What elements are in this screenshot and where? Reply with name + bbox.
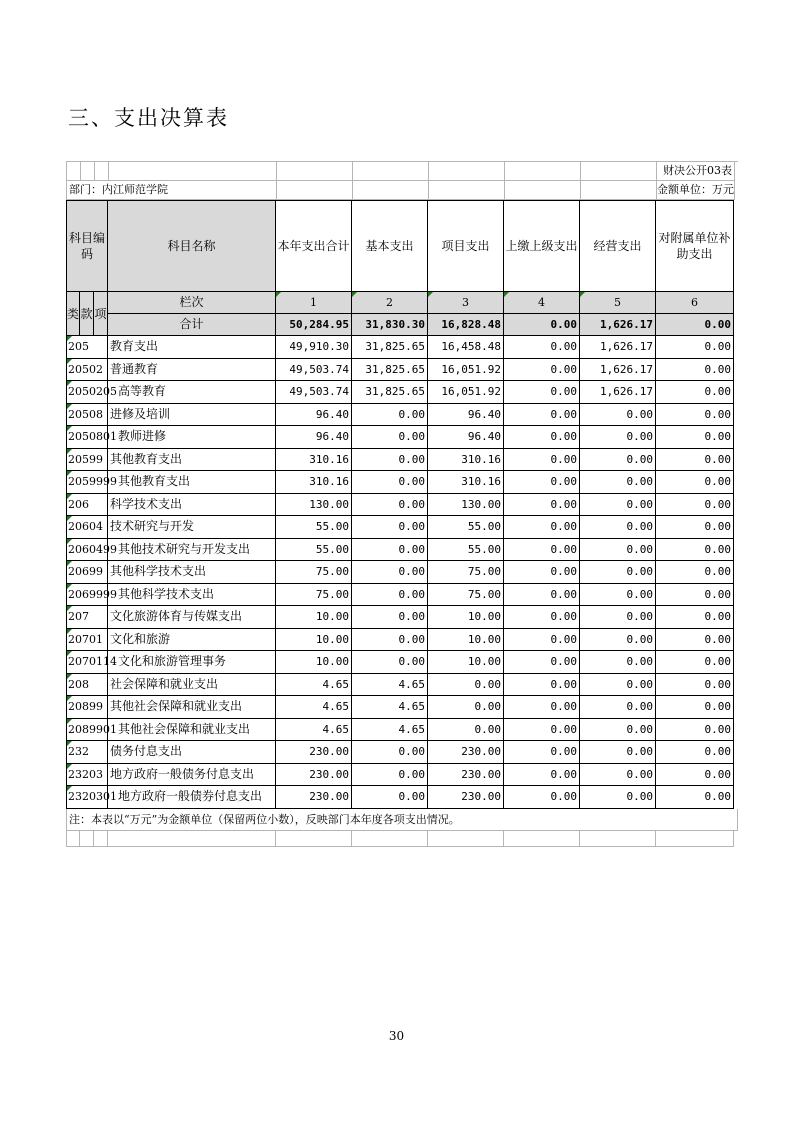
blank-cell [353,181,429,200]
amount-cell: 310.16 [276,471,352,494]
table-note: 注：本表以“万元”为金额单位（保留两位小数），反映部门本年度各项支出情况。 [66,809,738,831]
column-index: 6 [656,292,734,314]
amount-cell: 10.00 [276,629,352,652]
amount-cell: 0.00 [656,449,734,472]
subject-name: 教育支出 [108,336,276,359]
subject-code: 232 [66,741,108,764]
amount-cell: 0.00 [580,449,656,472]
amount-cell: 0.00 [352,404,428,427]
amount-cell: 0.00 [352,561,428,584]
table-row [66,516,738,539]
form-number: 财决公开03表 [657,162,735,181]
amount-cell: 31,825.65 [352,381,428,404]
subject-code: 2089901 [66,719,108,742]
amount-cell: 130.00 [276,494,352,517]
subject-name: 普通教育 [108,359,276,382]
amount-cell: 0.00 [656,336,734,359]
amount-cell: 0.00 [352,471,428,494]
header-name: 科目名称 [108,200,276,292]
total-value: 50,284.95 [276,314,352,336]
amount-cell: 0.00 [656,741,734,764]
amount-cell: 0.00 [352,606,428,629]
subject-code: 20699 [66,561,108,584]
amount-cell: 0.00 [352,494,428,517]
amount-cell: 10.00 [276,651,352,674]
subject-code: 207 [66,606,108,629]
blank-cell [277,181,353,200]
amount-cell: 0.00 [656,674,734,697]
amount-cell: 0.00 [580,764,656,787]
total-value: 16,828.48 [428,314,504,336]
amount-cell: 0.00 [580,629,656,652]
amount-cell: 230.00 [428,786,504,809]
amount-cell: 130.00 [428,494,504,517]
amount-cell: 0.00 [352,786,428,809]
blank-cell [352,831,428,847]
subject-code: 2070114 [66,651,108,674]
subject-name: 文化和旅游管理事务 [108,651,276,674]
amount-cell: 0.00 [580,696,656,719]
blank-cell [67,162,81,181]
amount-cell: 0.00 [656,651,734,674]
table-row [66,651,738,674]
subject-name: 文化旅游体育与传媒支出 [108,606,276,629]
table-row [66,674,738,697]
amount-cell: 96.40 [428,404,504,427]
amount-cell: 49,503.74 [276,359,352,382]
subject-code: 208 [66,674,108,697]
amount-cell: 0.00 [428,696,504,719]
blank-cell [277,162,353,181]
amount-cell: 0.00 [580,674,656,697]
amount-cell: 10.00 [428,629,504,652]
amount-cell: 0.00 [352,449,428,472]
amount-cell: 0.00 [504,494,580,517]
unit-label: 金额单位：万元 [657,181,735,200]
blank-cell [429,162,505,181]
total-value: 1,626.17 [580,314,656,336]
subject-name: 进修及培训 [108,404,276,427]
blank-cell [109,162,277,181]
subject-name: 其他社会保障和就业支出 [108,719,276,742]
index-rows [108,292,738,336]
subject-name: 债务付息支出 [108,741,276,764]
blank-cell [81,162,95,181]
blank-cell [581,162,657,181]
amount-cell: 16,458.48 [428,336,504,359]
index-row-group [66,292,738,336]
subject-name: 技术研究与开发 [108,516,276,539]
amount-cell: 75.00 [428,584,504,607]
amount-cell: 0.00 [580,741,656,764]
subject-name: 其他教育支出 [108,471,276,494]
lanci-row [108,292,738,314]
amount-cell: 10.00 [428,651,504,674]
subject-code: 205 [66,336,108,359]
header-project-expenditure: 项目支出 [428,200,504,292]
amount-cell: 0.00 [504,561,580,584]
header-basic-expenditure: 基本支出 [352,200,428,292]
total-value: 0.00 [656,314,734,336]
subject-code: 20599 [66,449,108,472]
table-row [66,719,738,742]
amount-cell: 230.00 [428,764,504,787]
blank-cell [80,831,94,847]
amount-cell: 1,626.17 [580,359,656,382]
table-row [66,471,738,494]
subject-code: 2050205 [66,381,108,404]
subject-code: 20701 [66,629,108,652]
amount-cell: 55.00 [276,516,352,539]
blank-cell [428,831,504,847]
subject-code: 20508 [66,404,108,427]
page-number: 30 [388,1029,405,1043]
amount-cell: 230.00 [276,764,352,787]
amount-cell: 16,051.92 [428,359,504,382]
subject-code: 20502 [66,359,108,382]
blank-cell [429,181,505,200]
blank-cell [581,181,657,200]
lei-kuan-xiang [66,292,108,336]
subject-name: 地方政府一般债券付息支出 [108,786,276,809]
form-number-row [66,161,738,181]
amount-cell: 0.00 [352,539,428,562]
table-row [66,696,738,719]
column-index: 5 [580,292,656,314]
amount-cell: 0.00 [504,381,580,404]
table-row [66,449,738,472]
subject-name: 高等教育 [108,381,276,404]
column-index: 1 [276,292,352,314]
amount-cell: 310.16 [276,449,352,472]
table-row [66,426,738,449]
amount-cell: 0.00 [580,404,656,427]
amount-cell: 0.00 [352,629,428,652]
subject-code: 23203 [66,764,108,787]
amount-cell: 49,910.30 [276,336,352,359]
amount-cell: 55.00 [276,539,352,562]
amount-cell: 75.00 [276,584,352,607]
blank-cell [95,162,109,181]
amount-cell: 55.00 [428,516,504,539]
amount-cell: 0.00 [504,359,580,382]
amount-cell: 0.00 [580,584,656,607]
amount-cell: 0.00 [580,539,656,562]
amount-cell: 10.00 [276,606,352,629]
column-index: 2 [352,292,428,314]
amount-cell: 0.00 [656,696,734,719]
amount-cell: 0.00 [656,584,734,607]
amount-cell: 0.00 [580,471,656,494]
amount-cell: 55.00 [428,539,504,562]
subject-code: 2059999 [66,471,108,494]
total-label: 合计 [108,314,276,336]
amount-cell: 230.00 [276,786,352,809]
table-row [66,494,738,517]
lanci-label: 栏次 [108,292,276,314]
table-row [66,741,738,764]
amount-cell: 10.00 [428,606,504,629]
amount-cell: 0.00 [580,426,656,449]
subject-name: 文化和旅游 [108,629,276,652]
amount-cell: 96.40 [428,426,504,449]
blank-cell [504,831,580,847]
total-row [108,314,738,336]
amount-cell: 0.00 [504,449,580,472]
amount-cell: 0.00 [580,561,656,584]
amount-cell: 0.00 [504,651,580,674]
table-row [66,606,738,629]
amount-cell: 4.65 [276,674,352,697]
amount-cell: 0.00 [504,471,580,494]
amount-cell: 0.00 [656,629,734,652]
blank-cell [94,831,108,847]
amount-cell: 0.00 [656,606,734,629]
amount-cell: 0.00 [580,786,656,809]
amount-cell: 0.00 [504,719,580,742]
table-row [66,764,738,787]
subject-name: 社会保障和就业支出 [108,674,276,697]
amount-cell: 4.65 [352,696,428,719]
amount-cell: 0.00 [504,584,580,607]
subject-name: 其他科学技术支出 [108,584,276,607]
amount-cell: 49,503.74 [276,381,352,404]
amount-cell: 0.00 [656,539,734,562]
table-row [66,561,738,584]
amount-cell: 0.00 [504,336,580,359]
amount-cell: 1,626.17 [580,381,656,404]
expenditure-table [66,161,738,847]
note-row [66,809,738,831]
amount-cell: 0.00 [656,404,734,427]
blank-cell [276,831,352,847]
header-subsidy-affiliated: 对附属单位补助支出 [656,200,734,292]
table-row [66,381,738,404]
blank-cell [353,162,429,181]
subject-code: 2069999 [66,584,108,607]
subject-name: 科学技术支出 [108,494,276,517]
amount-cell: 31,825.65 [352,336,428,359]
subject-name: 其他教育支出 [108,449,276,472]
blank-cell [66,831,80,847]
blank-cell [656,831,734,847]
amount-cell: 0.00 [504,606,580,629]
amount-cell: 0.00 [656,359,734,382]
column-index: 4 [504,292,580,314]
table-row [66,786,738,809]
amount-cell: 4.65 [276,719,352,742]
amount-cell: 1,626.17 [580,336,656,359]
amount-cell: 0.00 [656,786,734,809]
amount-cell: 96.40 [276,426,352,449]
amount-cell: 0.00 [656,764,734,787]
header-code: 科目编码 [66,200,108,292]
header-remit-to-superior: 上缴上级支出 [504,200,580,292]
amount-cell: 230.00 [428,741,504,764]
amount-cell: 96.40 [276,404,352,427]
subject-name: 其他技术研究与开发支出 [108,539,276,562]
subject-code: 2320301 [66,786,108,809]
amount-cell: 0.00 [504,404,580,427]
total-value: 31,830.30 [352,314,428,336]
amount-cell: 0.00 [580,719,656,742]
header-xiang: 项 [94,292,108,336]
amount-cell: 0.00 [504,674,580,697]
amount-cell: 0.00 [504,696,580,719]
amount-cell: 75.00 [428,561,504,584]
total-value: 0.00 [504,314,580,336]
amount-cell: 0.00 [504,741,580,764]
amount-cell: 0.00 [504,426,580,449]
table-row [66,584,738,607]
table-row [66,539,738,562]
subject-code: 20604 [66,516,108,539]
amount-cell: 0.00 [352,764,428,787]
blank-cell [108,831,276,847]
amount-cell: 0.00 [580,606,656,629]
amount-cell: 0.00 [656,426,734,449]
amount-cell: 0.00 [656,561,734,584]
subject-name: 教师进修 [108,426,276,449]
blank-cell [505,162,581,181]
amount-cell: 0.00 [352,426,428,449]
blank-cell [580,831,656,847]
amount-cell: 310.16 [428,449,504,472]
column-header-row [66,200,738,292]
subject-code: 20899 [66,696,108,719]
subject-code: 206 [66,494,108,517]
subject-name: 其他社会保障和就业支出 [108,696,276,719]
amount-cell: 0.00 [504,539,580,562]
header-kuan: 款 [80,292,94,336]
department-label: 部门：内江师范学院 [67,181,277,200]
amount-cell: 16,051.92 [428,381,504,404]
amount-cell: 0.00 [428,674,504,697]
amount-cell: 0.00 [580,651,656,674]
header-total-expenditure: 本年支出合计 [276,200,352,292]
section-title: 三、支出决算表 [68,106,229,130]
amount-cell: 310.16 [428,471,504,494]
amount-cell: 0.00 [656,719,734,742]
amount-cell: 4.65 [276,696,352,719]
blank-cell [505,181,581,200]
amount-cell: 31,825.65 [352,359,428,382]
subject-code: 2050801 [66,426,108,449]
amount-cell: 0.00 [504,786,580,809]
amount-cell: 0.00 [352,651,428,674]
amount-cell: 4.65 [352,719,428,742]
amount-cell: 0.00 [352,584,428,607]
data-rows [66,336,738,809]
table-row [66,629,738,652]
amount-cell: 4.65 [352,674,428,697]
amount-cell: 0.00 [656,516,734,539]
amount-cell: 0.00 [656,381,734,404]
amount-cell: 0.00 [504,764,580,787]
subject-name: 地方政府一般债务付息支出 [108,764,276,787]
amount-cell: 0.00 [580,494,656,517]
header-operating-expenditure: 经营支出 [580,200,656,292]
department-row [66,181,738,200]
amount-cell: 75.00 [276,561,352,584]
amount-cell: 0.00 [656,494,734,517]
amount-cell: 0.00 [428,719,504,742]
amount-cell: 0.00 [580,516,656,539]
amount-cell: 0.00 [504,516,580,539]
subject-name: 其他科学技术支出 [108,561,276,584]
amount-cell: 230.00 [276,741,352,764]
table-row [66,404,738,427]
table-row [66,359,738,382]
subject-code: 2060499 [66,539,108,562]
blank-row [66,831,738,847]
amount-cell: 0.00 [504,629,580,652]
amount-cell: 0.00 [352,516,428,539]
header-lei: 类 [66,292,80,336]
table-row [66,336,738,359]
amount-cell: 0.00 [656,471,734,494]
column-index: 3 [428,292,504,314]
amount-cell: 0.00 [352,741,428,764]
